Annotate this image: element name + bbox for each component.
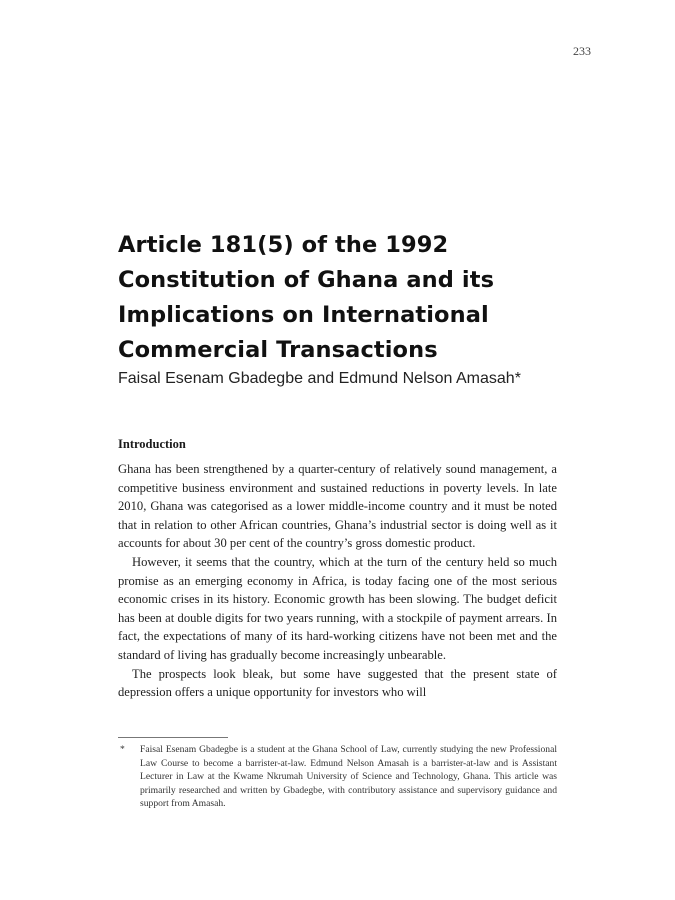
body-paragraph: Ghana has been strengthened by a quarter-century of relatively sound management, a competitive business environment and sustained reductions in poverty levels. In late 2010, Ghana was categorised as a lower middle-income country and it must be noted that in relation to other African countries, Ghana’s industrial sector is doing well as it accounts for about 30 per cent of the country’s gross domestic product.: [118, 462, 557, 551]
body-text: [118, 460, 557, 702]
article-title: Article 181(5) of the 1992 Constitution of Ghana and its Implications on International Commercial Transactions: [118, 232, 495, 363]
footnote: [118, 743, 557, 811]
footnote-text: Faisal Esenam Gbadegbe is a student at the Ghana School of Law, currently studying the new Professional Law Course to become a barrister-at-law. Edmund Nelson Amasah is a barrister-at-law and is Assistant Lecturer in Law at the Kwame Nkrumah University of Science and Technology, Ghana. This article was primarily researched and written by Gbadegbe, with contributory assistance and supervisory guidance and support from Amasah.: [140, 744, 557, 810]
footnote-divider: [118, 737, 228, 738]
body-paragraph: However, it seems that the country, which at the turn of the century held so much promise as an emerging economy in Africa, is today facing one of the most serious economic crises in its history. Economic growth has been slowing. The budget deficit has been at double digits for two years running, with a stockpile of payment arrears. In fact, the expectations of many of its hard-working citizens have not been met and the standard of living has gradually become increasingly unbearable.: [118, 554, 557, 662]
footnote-mark: *: [120, 744, 125, 755]
article-authors: Faisal Esenam Gbadegbe and Edmund Nelson Amasah*: [118, 370, 521, 387]
page-number: 233: [573, 44, 591, 58]
body-paragraph: The prospects look bleak, but some have suggested that the present state of depression offers a unique opportunity for investors who will: [118, 666, 557, 700]
section-heading-introduction: Introduction: [118, 437, 186, 451]
